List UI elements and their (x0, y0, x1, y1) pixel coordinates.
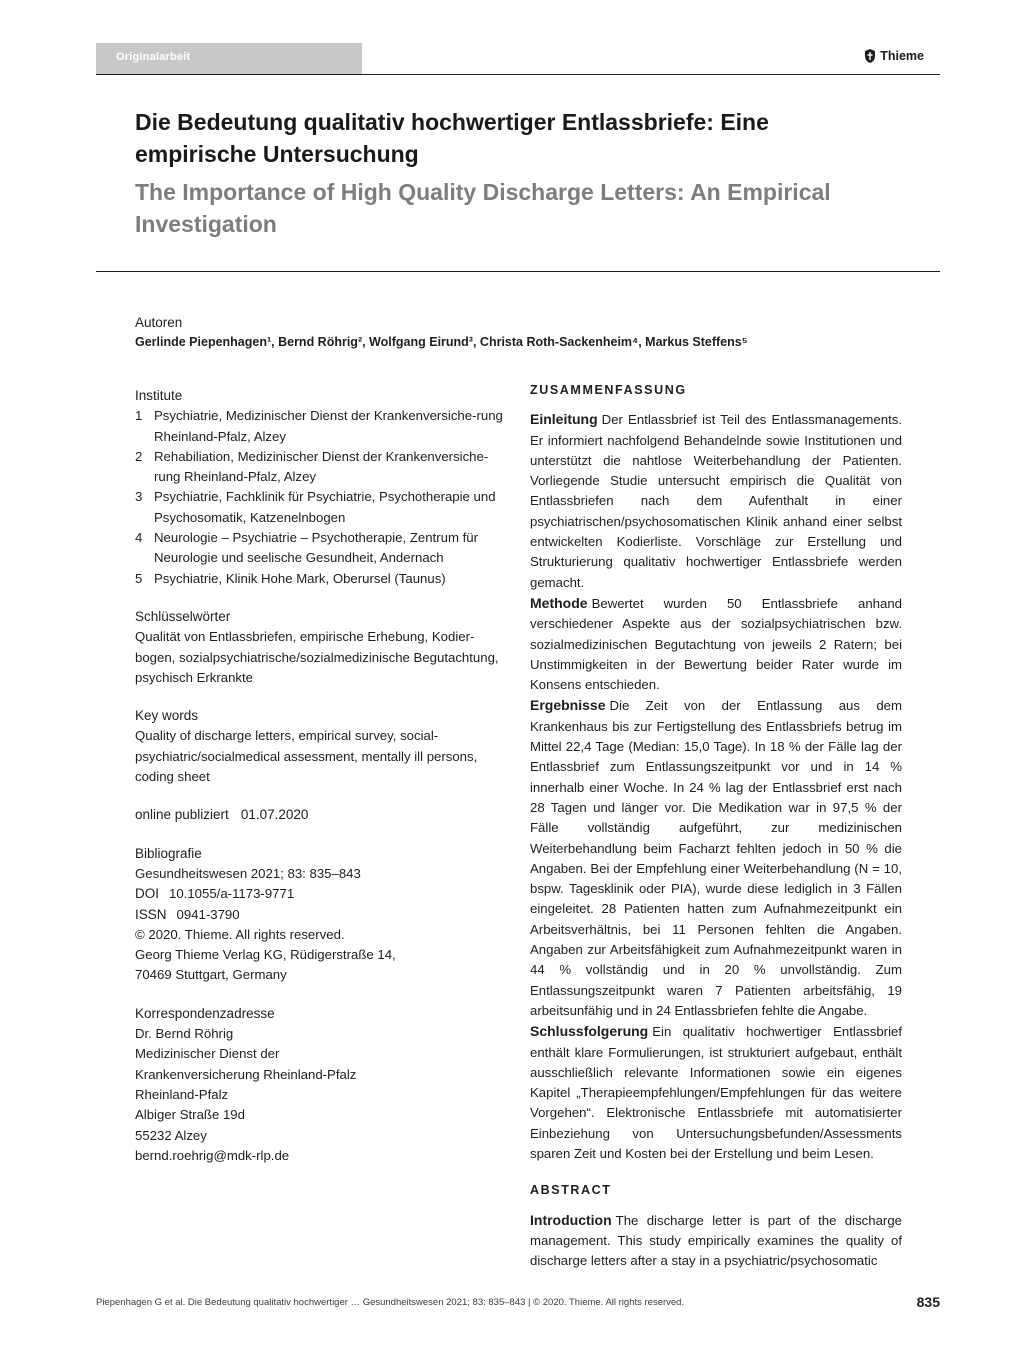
correspondence-line: Dr. Bernd Röhrig (135, 1026, 234, 1042)
institute-item: 5 Psychiatrie, Klinik Hohe Mark, Oberursel (Taunus) (135, 569, 507, 589)
paragraph-keyword: Ergebnisse (530, 697, 606, 714)
correspondence-line: Krankenversicherung Rheinland-Pfalz (135, 1066, 357, 1082)
correspondence-line: Medizinischer Dienst der (135, 1046, 280, 1062)
publisher-line: Georg Thieme Verlag KG, Rüdigerstraße 14, (135, 947, 396, 963)
publisher-line: 70469 Stuttgart, Germany (135, 967, 287, 983)
keywords-de-text: Qualität von Entlassbriefen, empirische Erhebung, Kodier-bogen, sozialpsychiatrische/sozialmedizinische Begutachtung, psychisch Erkrankte (135, 629, 499, 685)
institute-text: Rehabiliation, Medizinischer Dienst der Krankenversiche-rung Rheinland-Pfalz, Alzey (154, 448, 489, 485)
paragraph-keyword: Einleitung (530, 411, 598, 428)
institute-text: Psychiatrie, Klinik Hohe Mark, Oberursel (Taunus) (154, 570, 446, 586)
institute-item: 3 Psychiatrie, Fachklinik für Psychiatrie, Psychotherapie und Psychosomatik, Katzenelnbogen (135, 487, 507, 528)
issn-row: ISSN 0941-3790 (135, 906, 240, 922)
correspondence-line: 55232 Alzey (135, 1127, 207, 1143)
paragraph-text: The discharge letter is part of the discharge management. This study empirically examines the quality of discharge letters after a stay in a psychiatric/psychosomatic (530, 1212, 902, 1269)
authors-label: Autoren (135, 315, 183, 330)
brand-logo (864, 49, 924, 63)
brand-name: Thieme (880, 49, 924, 63)
institute-text: Neurologie – Psychiatrie – Psychotherapie, Zentrum für Neurologie und seelische Gesundheit, Andernach (154, 530, 478, 566)
page-number: 835 (916, 1294, 940, 1310)
title-divider (96, 271, 940, 272)
paragraph-text: Ein qualitativ hochwertiger Entlassbrief enthält klare Formulierungen, ist strukturiert aufgebaut, enthält ausschließlich relevante Informationen sowie ein eigenes Kapitel „Therapieempfehlungen/Empfehlungen für das weitere Vorgehen“. Elektronische Entlassbriefe mit automatisierter Einbeziehung von Untersuchungsbefunden/Assessments sparen Zeit und Kosten bei der Erstellung und beim Lesen. (530, 1024, 902, 1161)
header-divider (96, 74, 940, 75)
bibliography-label: Bibliografie (135, 845, 202, 861)
thieme-seal-icon (864, 49, 876, 63)
keywords-en-text: Quality of discharge letters, empirical survey, social-psychiatric/socialmedical assessment, mentally ill persons, coding sheet (135, 728, 478, 785)
institute-item: 1 Psychiatrie, Medizinischer Dienst der Krankenversiche-rung Rheinland-Pfalz, Alzey (135, 406, 507, 447)
paragraph-keyword: Methode (530, 594, 588, 611)
title-german: Die Bedeutung qualitativ hochwertiger Entlassbriefe: Eine empirische Untersuchung (135, 109, 769, 167)
keywords-en-label: Key words (135, 708, 199, 724)
publication-date-row (135, 805, 507, 825)
published-label: online publiziert (135, 807, 229, 823)
correspondence-email[interactable]: bernd.roehrig@mdk-rlp.de (135, 1147, 290, 1163)
correspondence-line: Rheinland-Pfalz (135, 1086, 229, 1102)
institute-text: Psychiatrie, Fachklinik für Psychiatrie, Psychotherapie und Psychosomatik, Katzenelnbogen (154, 489, 496, 525)
paragraph-text: Die Zeit von der Entlassung aus dem Krankenhaus bis zur Fertigstellung des Entlassbriefs betrug im Mittel 22,4 Tage (Median: 15,0 Tage). In 18 % der Fälle lag der Entlassbrief zum Entlassungszeitpunkt vor und in 14 % innerhalb einer Woche. In 24 % lag der Entlassbrief erst nach 28 Tagen und länger vor. Die Medikation war in 97,5 % der Fälle vollständig aufgeführt, zur medizinischen Weiterbehandlung beim Facharzt fehlten jedoch in 50 % die Angaben. Bei der Empfehlung einer Weiterbehandlung (N = 10, bspw. Tagesklinik oder PIA), wurde diese lediglich in 3 Fällen eingeleitet. 28 Patienten hatten zum Aufnahmezeitpunkt ein Arbeitsverhältnis, bei 11 Personen fehlten die Angaben. Angaben zur Arbeitsfähigkeit zum Aufnahmezeitpunkt waren in 44 % vollständig und in 20 % unvollständig. Zum Entlassungszeitpunkt waren 7 Patienten arbeitsfähig, 19 arbeitsunfähig und in 24 Entlassbriefen fehlte die Angabe. (530, 698, 902, 1018)
zusammenfassung-heading: ZUSAMMENFASSUNG (530, 383, 687, 397)
title-english: The Importance of High Quality Discharge Letters: An Empirical Investigation (135, 179, 831, 237)
doi-row: DOI 10.1055/a-1173-9771 (135, 886, 295, 902)
abstract-heading: ABSTRACT (530, 1183, 612, 1198)
correspondence-line: Albiger Straße 19d (135, 1107, 245, 1123)
journal-citation: Gesundheitswesen 2021; 83: 835–843 (135, 865, 361, 881)
copyright-line: © 2020. Thieme. All rights reserved. (135, 926, 345, 942)
institutes-label: Institute (135, 388, 183, 403)
correspondence-label: Korrespondenzadresse (135, 1005, 275, 1021)
keywords-de-label: Schlüsselwörter (135, 608, 231, 624)
paragraph-keyword: Introduction (530, 1211, 612, 1228)
abstract-paragraph (530, 593, 902, 695)
published-date: 01.07.2020 (240, 807, 309, 823)
institute-text: Psychiatrie, Medizinischer Dienst der Krankenversiche-rung Rheinland-Pfalz, Alzey (154, 408, 503, 444)
footer-citation: Piepenhagen G et al. Die Bedeutung qualitativ hochwertiger … Gesundheitswesen 2021; 83: 835–843 | © 2020. Thieme. All rights reserved. (96, 1297, 685, 1308)
institute-item: 2 Rehabiliation, Medizinischer Dienst der Krankenversiche-rung Rheinland-Pfalz, Alzey (135, 447, 507, 488)
institute-item: 4 Neurologie – Psychiatrie – Psychotherapie, Zentrum für Neurologie und seelische Gesundheit, Andernach (135, 528, 507, 569)
section-label: Originalarbeit (116, 51, 191, 63)
abstract-paragraph (530, 409, 902, 593)
section-label-tab (96, 43, 362, 74)
paragraph-keyword: Schlussfolgerung (530, 1023, 649, 1040)
doi-value[interactable]: 10.1055/a-1173-9771 (169, 886, 295, 902)
issn-value: 0941-3790 (176, 906, 240, 922)
paragraph-text: Der Entlassbrief ist Teil des Entlassmanagements. Er informiert nachfolgend Behandelnde sowie Institutionen und unterstützt die nahtlose Weiterbehandlung der Patienten. Vorliegende Studie untersucht empirisch die Qualität von Entlassbriefen nach dem Aufenthalt in einer psychiatrischen/psychosomatischen Klinik anhand einer selbst entwickelten Kodierliste. Vorschläge zur Erstellung und Strukturierung qualitativ hochwertiger Entlassbriefe werden gemacht. (530, 412, 902, 590)
metadata-column (135, 386, 507, 1166)
abstract-paragraph (530, 695, 902, 1021)
abstract-paragraph (530, 1210, 902, 1272)
authors-list: Gerlinde Piepenhagen¹, Bernd Röhrig², Wolfgang Eirund³, Christa Roth-Sackenheim⁴, Markus Steffens⁵ (135, 335, 748, 349)
abstract-column (530, 380, 902, 1271)
abstract-paragraph (530, 1021, 902, 1164)
paragraph-text: Bewertet wurden 50 Entlassbriefe anhand verschiedener Aspekte aus der sozialpsychiatrischen bzw. sozialmedizinischen Begutachtung von jeweils 2 Ratern; bei Unstimmigkeiten in der Bewertung beider Rater wurde im Konsens entschieden. (530, 595, 902, 693)
